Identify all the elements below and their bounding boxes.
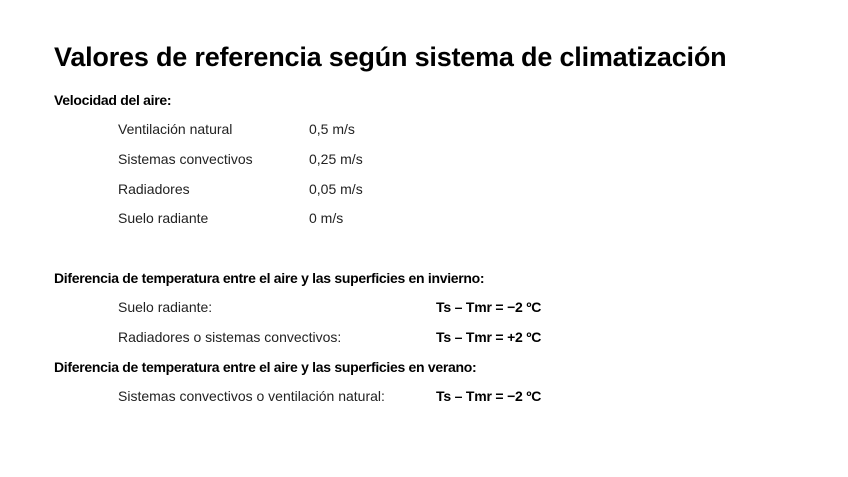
air-speed-value: 0,25 m/s [309,151,363,167]
summer-heading: Diferencia de temperatura entre el aire y las superficies en verano: [54,359,477,375]
air-speed-value: 0,5 m/s [309,121,355,137]
winter-label: Radiadores o sistemas convectivos: [118,329,342,345]
list-item [0,151,848,171]
winter-formula: Ts – Tmr = −2 ºC [436,299,542,315]
winter-formula: Ts – Tmr = +2 ºC [436,329,542,345]
winter-heading: Diferencia de temperatura entre el aire y las superficies en invierno: [54,270,485,286]
winter-label: Suelo radiante: [118,299,213,315]
list-item [0,329,848,349]
air-speed-label: Suelo radiante [118,210,209,226]
list-item [0,299,848,319]
air-speed-value: 0 m/s [309,210,344,226]
air-speed-label: Radiadores [118,181,190,197]
list-item [0,181,848,201]
summer-label: Sistemas convectivos o ventilación natural: [118,388,385,404]
air-speed-label: Ventilación natural [118,121,233,137]
slide-title: Valores de referencia según sistema de climatización [54,42,727,72]
air-speed-value: 0,05 m/s [309,181,363,197]
list-item [0,388,848,408]
air-speed-label: Sistemas convectivos [118,151,253,167]
summer-formula: Ts – Tmr = −2 ºC [436,388,542,404]
list-item [0,121,848,141]
air-speed-heading: Velocidad del aire: [54,92,172,108]
list-item [0,210,848,230]
